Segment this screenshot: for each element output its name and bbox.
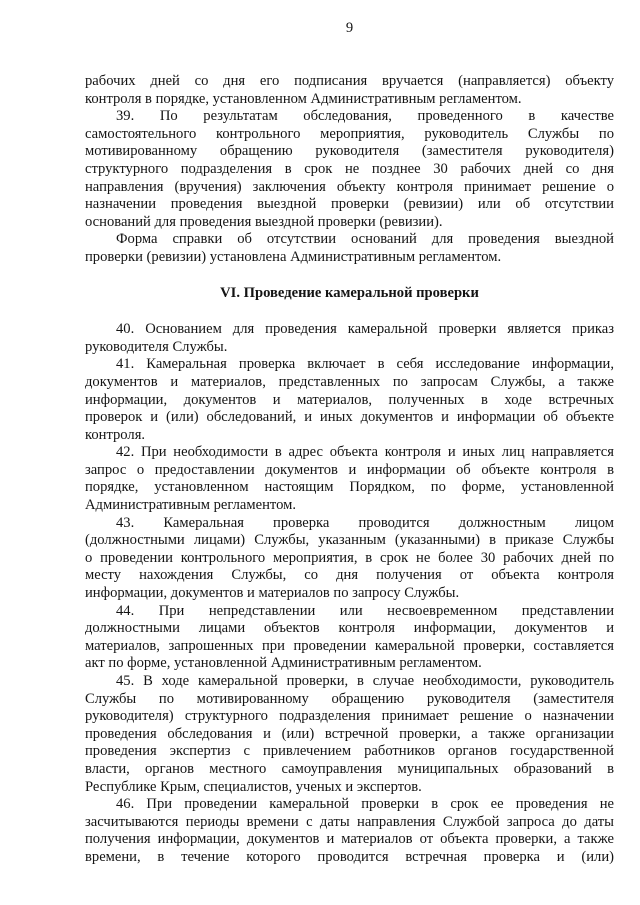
paragraph-p-form <box>85 231 614 266</box>
paragraph-p41 <box>85 356 614 444</box>
page-number: 9 <box>345 20 354 36</box>
text-line: назначении проведения выездной проверки (ревизии) или об отсутствии <box>85 196 614 213</box>
text-line: (должностными лицами) Службы, указанным (указанными) в приказе Службы <box>85 532 614 549</box>
text-line: руководителя) структурного подразделения принимает решение о назначении <box>85 708 614 725</box>
paragraph-p43 <box>85 515 614 603</box>
text-line: самостоятельного контрольного мероприятия, руководитель Службы по <box>85 125 614 142</box>
text-line: должностными лицами объектов контроля информации, документов и <box>85 620 614 637</box>
text-line: получения информации, документов и материалов от объекта проверки, а также <box>85 831 614 848</box>
paragraph-p42 <box>85 444 614 514</box>
text-line: засчитываются периоды времени с даты направления Службой запроса до даты <box>85 813 614 830</box>
paragraph-p40 <box>85 321 614 356</box>
text-line: структурного подразделения в срок не позднее 30 рабочих дней со дня <box>85 160 614 177</box>
text-line: 39. По результатам обследования, проведенного в качестве <box>116 108 614 125</box>
text-line: Форма справки об отсутствии оснований для проведения выездной <box>116 231 614 248</box>
section-paragraphs <box>85 321 614 866</box>
text-line: документов и материалов, представленных по запросам Службы, а также <box>85 373 614 390</box>
text-line: проверок и (или) обследований, и иных документов и информации об объекте <box>85 409 614 426</box>
text-line: информации, документов и материалов, полученных в ходе встречных <box>85 391 614 408</box>
text-line: мотивированному обращению руководителя (заместителя руководителя) <box>85 143 614 160</box>
text-line: 42. При необходимости в адрес объекта контроля и иных лиц направляется <box>116 444 614 461</box>
paragraph-p39 <box>85 108 614 231</box>
text-line: оснований для проведения выездной проверки (ревизии). <box>85 213 443 230</box>
text-line: информации, документов и материалов по запросу Службы. <box>85 585 460 602</box>
text-line: акт по форме, установленной Административным регламентом. <box>85 655 482 672</box>
text-line: Административным регламентом. <box>85 497 297 514</box>
text-line: 46. При проведении камеральной проверки в срок ее проведения не <box>116 796 614 813</box>
text-line: Республике Крым, специалистов, ученых и экспертов. <box>85 778 422 795</box>
text-line: Службы по мотивированному обращению руководителя (заместителя <box>85 690 614 707</box>
top-paragraphs <box>85 73 614 267</box>
paragraph-p-cont <box>85 73 614 108</box>
text-line: проверки (ревизии) установлена Административным регламентом. <box>85 248 502 265</box>
text-line: 45. В ходе камеральной проверки, в случае необходимости, руководитель <box>116 673 614 689</box>
text-line: 41. Камеральная проверка включает в себя исследование информации, <box>116 356 614 373</box>
text-line: проведения обследования и (или) встречной проверки, а также организации <box>85 725 614 742</box>
text-line: 40. Основанием для проведения камеральной проверки является приказ <box>116 321 614 338</box>
paragraph-p46 <box>85 796 614 866</box>
text-line: контроля. <box>85 426 146 443</box>
text-line: порядке, установленном настоящим Порядком, по форме, установленной <box>85 479 614 496</box>
text-line: проведения экспертиз с привлечением работников органов государственной <box>85 743 614 760</box>
text-line: месту нахождения Службы, со дня получения от объекта контроля <box>85 567 614 584</box>
paragraph-p45 <box>85 673 614 796</box>
text-line: материалов, запрошенных при проведении камеральной проверки, составляется <box>85 637 614 654</box>
text-line: 43. Камеральная проверка проводится должностным лицом <box>116 514 614 531</box>
text-line: руководителя Службы. <box>85 338 228 355</box>
text-line: времени, в течение которого проводится встречная проверка и (или) <box>85 848 614 865</box>
text-line: направления (вручения) заключения объекту контроля принимает решение о <box>85 178 614 195</box>
section-heading: VI. Проведение камеральной проверки <box>220 284 479 301</box>
text-line: власти, органов местного самоуправления муниципальных образований в <box>85 760 614 777</box>
text-line: рабочих дней со дня его подписания вручается (направляется) объекту <box>85 73 614 89</box>
text-line: запрос о предоставлении документов и информации об объекте контроля в <box>85 461 614 478</box>
text-line: о проведении контрольного мероприятия, в срок не более 30 рабочих дней по <box>85 549 614 566</box>
text-line: контроля в порядке, установленном Административным регламентом. <box>85 90 522 107</box>
paragraph-p44 <box>85 603 614 673</box>
text-line: 44. При непредставлении или несвоевременном представлении <box>116 602 614 619</box>
document-body <box>85 73 614 867</box>
